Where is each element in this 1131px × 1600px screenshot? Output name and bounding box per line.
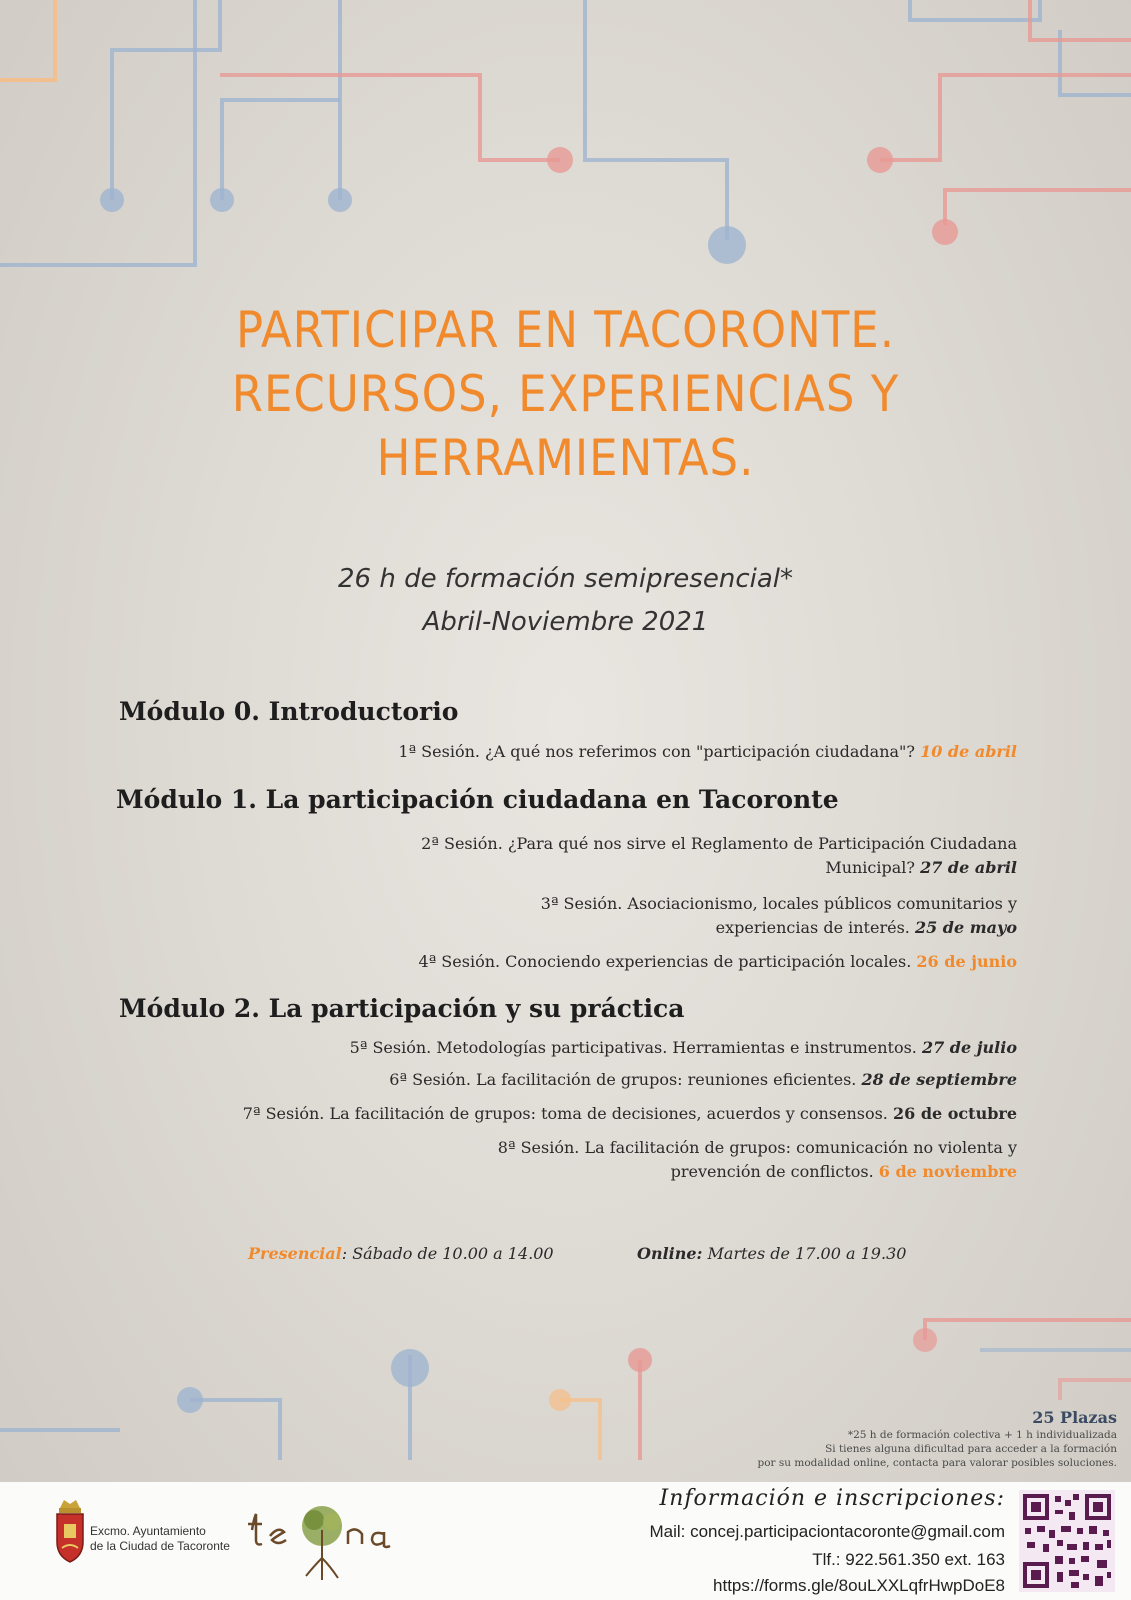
plazas-count: 25 Plazas bbox=[1032, 1408, 1117, 1427]
info-title: Información e inscripciones: bbox=[659, 1486, 1005, 1511]
subtitle-hours: 26 h de formación semipresencial* bbox=[337, 564, 793, 594]
coat-of-arms-icon bbox=[54, 1498, 86, 1566]
session-8-line-2: prevención de conflictos. bbox=[670, 1162, 874, 1181]
module-2-title: Módulo 2. La participación y su práctica bbox=[119, 994, 685, 1023]
tena-logo bbox=[244, 1500, 414, 1584]
session-7 bbox=[243, 1102, 1017, 1126]
session-2-date: 27 de abril bbox=[920, 858, 1017, 877]
subtitle-dates: Abril-Noviembre 2021 bbox=[422, 607, 709, 637]
online-label: Online: bbox=[637, 1244, 703, 1263]
session-1 bbox=[398, 740, 1017, 764]
session-6-date: 28 de septiembre bbox=[861, 1070, 1017, 1089]
footnote-line-1: *25 h de formación colectiva + 1 h individualizada bbox=[847, 1429, 1117, 1441]
session-4-text: 4ª Sesión. Conociendo experiencias de participación locales. bbox=[418, 952, 912, 971]
page-title bbox=[0, 298, 1131, 490]
title-line-1: PARTICIPAR EN TACORONTE. bbox=[235, 301, 895, 359]
footnote-line-3: por su modalidad online, contacta para valorar posibles soluciones. bbox=[757, 1457, 1117, 1469]
title-line-3: HERRAMIENTAS. bbox=[376, 429, 755, 487]
session-6-text: 6ª Sesión. La facilitación de grupos: reuniones eficientes. bbox=[389, 1070, 857, 1089]
contact-mail[interactable]: Mail: concej.participaciontacoronte@gmail.com bbox=[649, 1522, 1005, 1541]
contact-phone[interactable]: Tlf.: 922.561.350 ext. 163 bbox=[812, 1550, 1005, 1569]
session-3-date: 25 de mayo bbox=[914, 918, 1017, 937]
ayuntamiento-line-1: Excmo. Ayuntamiento bbox=[90, 1524, 206, 1538]
online-text: Martes de 17.00 a 19.30 bbox=[702, 1244, 907, 1263]
session-7-date: 26 de octubre bbox=[892, 1104, 1017, 1123]
ayuntamiento-line-2: de la Ciudad de Tacoronte bbox=[90, 1539, 230, 1553]
session-3-line-1: 3ª Sesión. Asociacionismo, locales públicos comunitarios y bbox=[540, 894, 1017, 913]
footer bbox=[0, 1482, 1131, 1600]
registration-link[interactable]: https://forms.gle/8ouLXXLqfrHwpDoE8 bbox=[713, 1576, 1005, 1595]
session-6 bbox=[389, 1068, 1017, 1092]
presencial-label: Presencial bbox=[248, 1244, 342, 1263]
footnotes bbox=[757, 1428, 1117, 1470]
schedule-online bbox=[637, 1244, 906, 1263]
session-1-date: 10 de abril bbox=[920, 742, 1017, 761]
session-2-line-1: 2ª Sesión. ¿Para qué nos sirve el Reglamento de Participación Ciudadana bbox=[421, 834, 1017, 853]
module-1-title: Módulo 1. La participación ciudadana en Tacoronte bbox=[116, 785, 839, 814]
session-1-text: 1ª Sesión. ¿A qué nos referimos con "participación ciudadana"? bbox=[398, 742, 915, 761]
module-0-title: Módulo 0. Introductorio bbox=[119, 697, 459, 726]
session-3 bbox=[541, 892, 1017, 940]
session-5-date: 27 de julio bbox=[921, 1038, 1017, 1057]
schedule-presencial bbox=[248, 1244, 554, 1263]
session-3-line-2: experiencias de interés. bbox=[715, 918, 910, 937]
footnote-line-2: Si tienes alguna dificultad para acceder a la formación bbox=[825, 1443, 1117, 1455]
session-2-line-2: Municipal? bbox=[825, 858, 915, 877]
ayuntamiento-name bbox=[90, 1524, 230, 1554]
session-7-text: 7ª Sesión. La facilitación de grupos: toma de decisiones, acuerdos y consensos. bbox=[242, 1104, 888, 1123]
presencial-text: : Sábado de 10.00 a 14.00 bbox=[341, 1244, 554, 1263]
session-4-date: 26 de junio bbox=[916, 952, 1017, 971]
session-8-line-1: 8ª Sesión. La facilitación de grupos: comunicación no violenta y bbox=[497, 1138, 1017, 1157]
session-5-text: 5ª Sesión. Metodologías participativas. Herramientas e instrumentos. bbox=[349, 1038, 917, 1057]
subtitle bbox=[0, 558, 1131, 644]
session-5 bbox=[350, 1036, 1017, 1060]
qr-code-icon bbox=[1019, 1490, 1115, 1592]
session-8 bbox=[498, 1136, 1017, 1184]
session-4 bbox=[418, 950, 1017, 974]
session-2 bbox=[421, 832, 1017, 880]
session-8-date: 6 de noviembre bbox=[878, 1162, 1017, 1181]
title-line-2: RECURSOS, EXPERIENCIAS Y bbox=[231, 365, 900, 423]
